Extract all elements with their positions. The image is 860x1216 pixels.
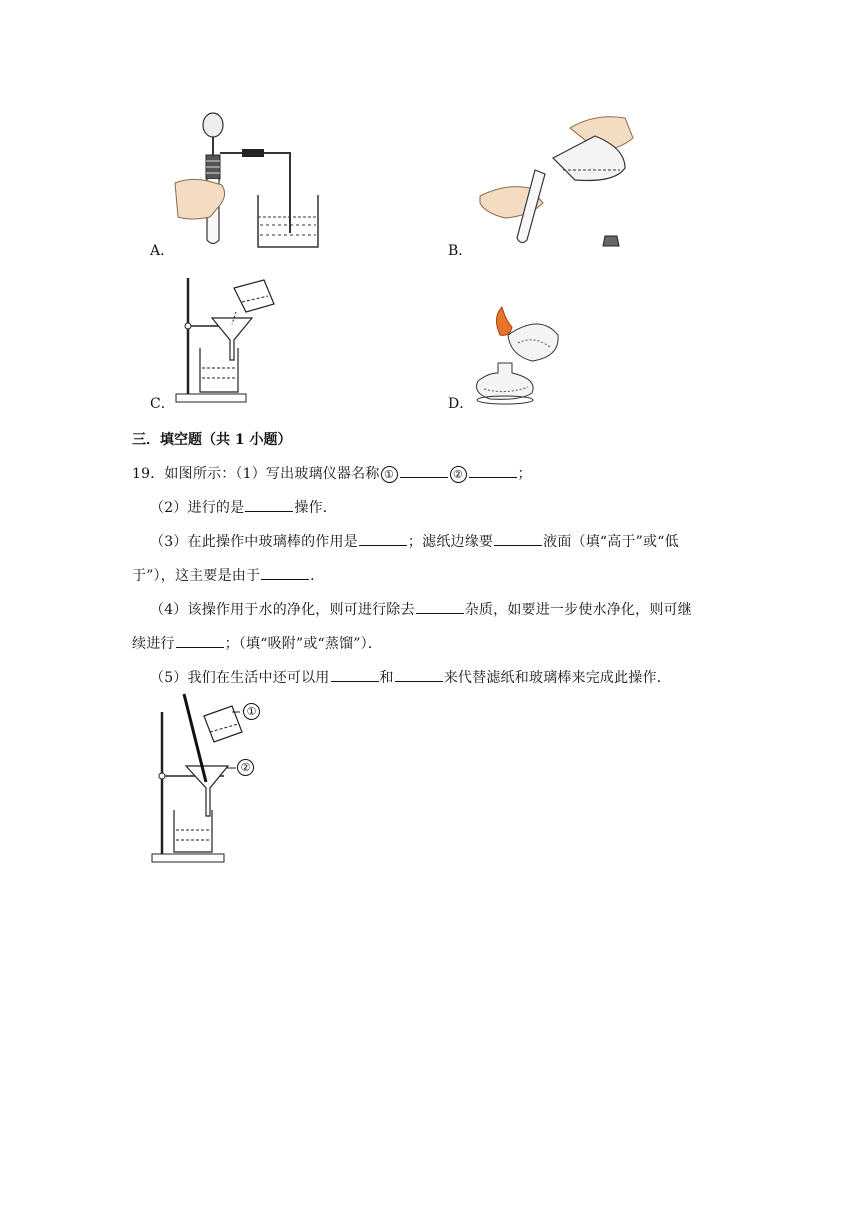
part3-text-e: ．	[310, 568, 325, 584]
part3-text-c: 液面（填“高于”或“低	[543, 534, 679, 550]
question-line-6	[132, 633, 382, 653]
question-line-2	[150, 497, 337, 517]
blank-instrument-1[interactable]	[400, 465, 448, 478]
part3-text-d: 于”），这主要是由于	[132, 568, 261, 584]
part4-text-a: （4）该操作用于水的净化，则可进行除去	[150, 602, 415, 618]
blank-paper-edge[interactable]	[494, 533, 542, 546]
part4-text-c: 续进行	[132, 636, 175, 652]
part4-text-d: ；（填“吸附”或“蒸馏”）．	[224, 636, 383, 652]
option-c-label: C．	[150, 396, 175, 412]
part4-text-b: 杂质，如要进一步使水净化，则可继	[464, 602, 692, 618]
part5-text-c: 来代替滤纸和玻璃棒来完成此操作．	[443, 670, 671, 686]
blank-substitute-1[interactable]	[331, 669, 379, 682]
part3-text-a: （3）在此操作中玻璃棒的作用是	[150, 534, 358, 550]
question-line-1	[132, 463, 532, 483]
option-d-label: D．	[448, 396, 474, 412]
blank-instrument-2[interactable]	[469, 465, 517, 478]
part5-text-a: （5）我们在生活中还可以用	[150, 670, 330, 686]
figure-a-airtight-check	[170, 105, 330, 255]
punctuation: ；	[517, 466, 532, 482]
question-number: 19．	[132, 466, 165, 482]
part3-text-b: ；滤纸边缘要	[407, 534, 494, 550]
blank-impurity[interactable]	[416, 601, 464, 614]
question-line-5	[150, 599, 692, 619]
section-title: 三．填空题（共 1 小题）	[132, 432, 292, 448]
blank-operation[interactable]	[245, 499, 293, 512]
part5-text-b: 和	[379, 670, 394, 686]
question-line-7	[150, 667, 671, 687]
figure-label-1: ①	[243, 703, 260, 720]
part2-text-b: 操作．	[294, 500, 337, 516]
question-intro: 如图所示：（1）写出玻璃仪器名称	[164, 466, 380, 482]
blank-rod-function[interactable]	[359, 533, 407, 546]
blank-reason[interactable]	[261, 567, 309, 580]
figure-b-pouring-liquid	[475, 108, 645, 253]
figure-label-2: ②	[237, 759, 254, 776]
marker-2: ②	[450, 466, 467, 483]
blank-substitute-2[interactable]	[395, 669, 443, 682]
figure-d-lighting-alcohol-lamp	[470, 305, 570, 410]
figure-c-filtration-no-rod	[172, 268, 282, 406]
option-b-label: B．	[448, 243, 473, 259]
question-line-4	[132, 565, 324, 585]
question-line-3	[150, 531, 679, 551]
marker-1: ①	[381, 466, 398, 483]
part2-text-a: （2）进行的是	[150, 500, 245, 516]
blank-next-step[interactable]	[176, 635, 224, 648]
option-a-label: A．	[150, 243, 175, 259]
